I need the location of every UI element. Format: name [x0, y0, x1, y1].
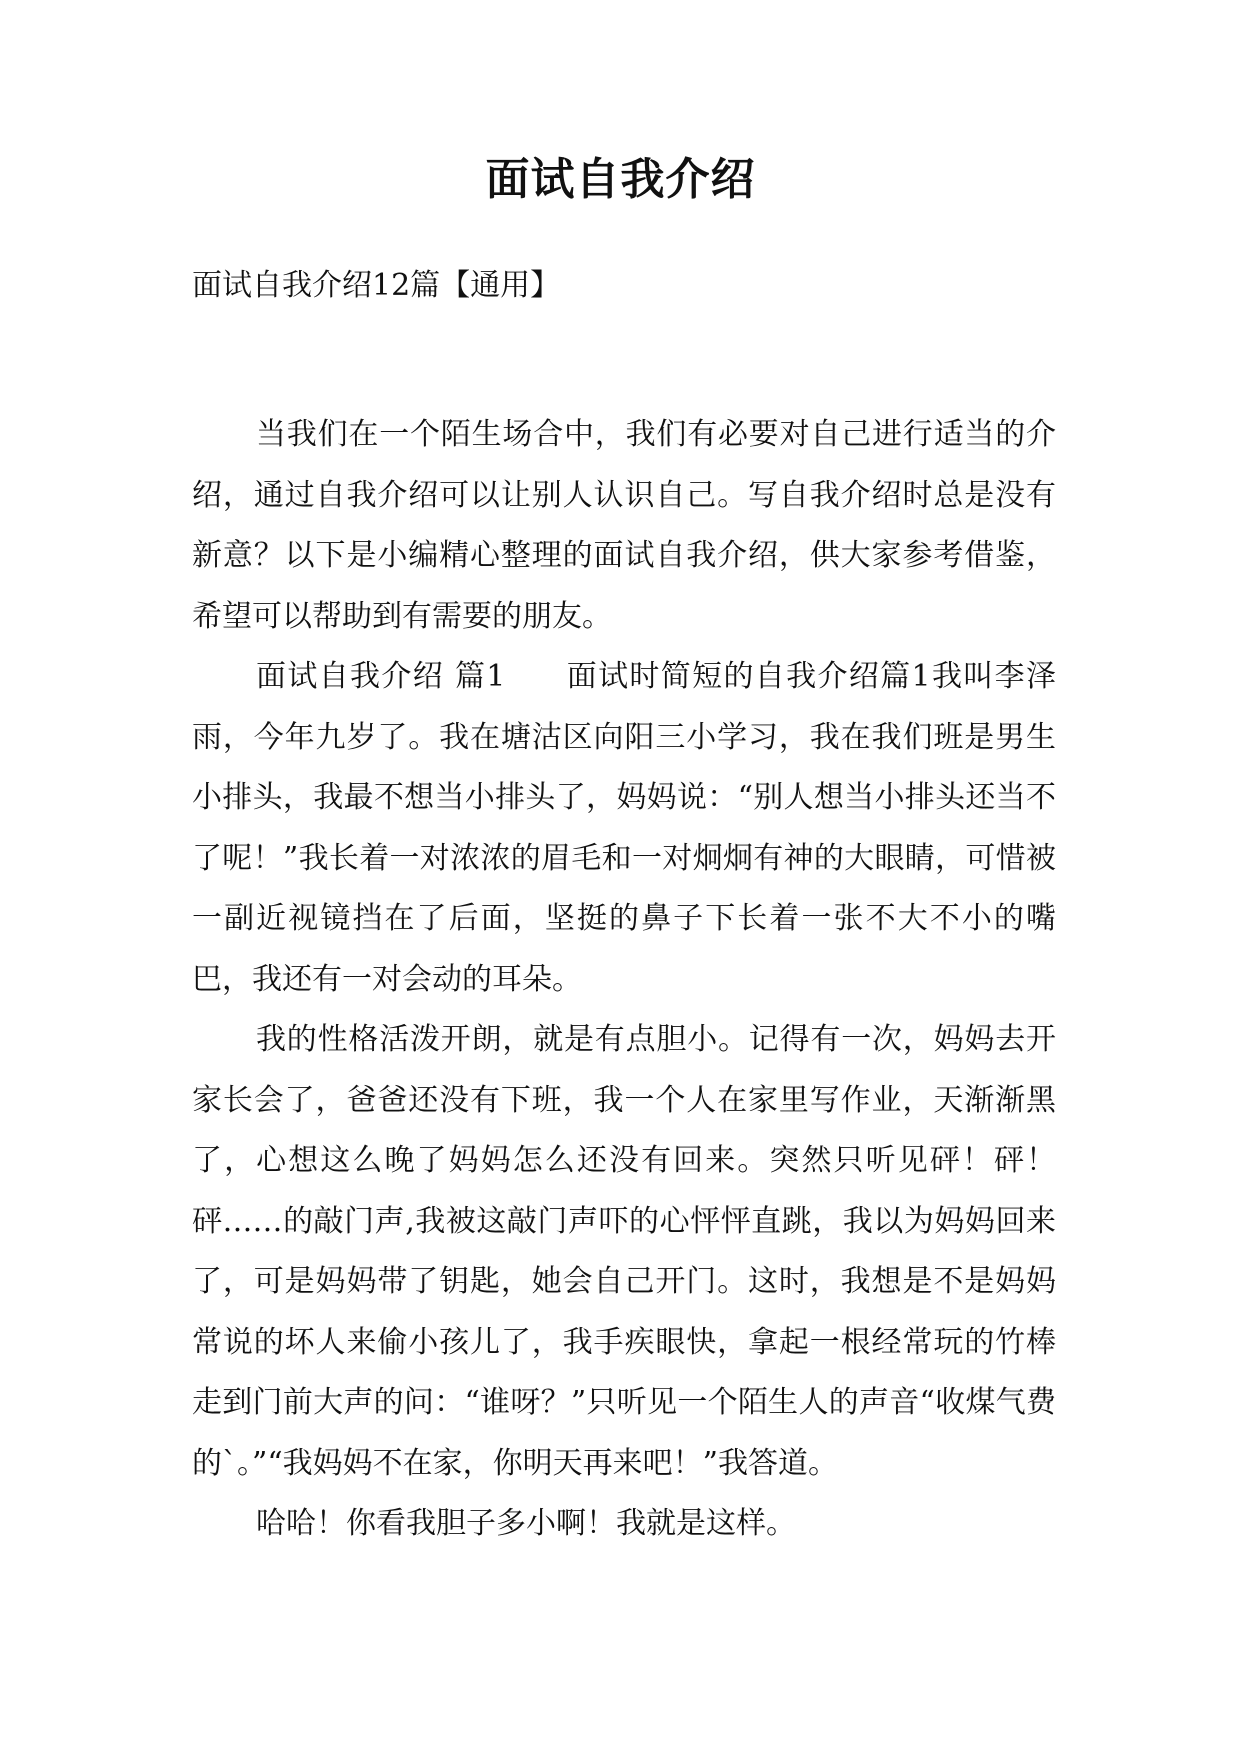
paragraph-text: 哈哈！你看我胆子多小啊！我就是这样。	[256, 1506, 796, 1541]
paragraph-personality	[192, 1010, 1056, 1494]
paragraph-text: 面试时简短的自我介绍篇1我叫李泽雨，今年九岁了。我在塘沽区向阳三小学习，我在我们班是男生小排头，我最不想当小排头了，妈妈说：“别人想当小排头还当不了呢！”我长着一对浓浓的眉毛和一对炯炯有神的大眼睛，可惜被一副近视镜挡在了后面，坚挺的鼻子下长着一张不大不小的嘴巴，我还有一对会动的耳朵。	[192, 659, 1056, 997]
document-body	[192, 405, 1056, 1555]
paragraph-closing	[192, 1494, 1056, 1555]
document-title: 面试自我介绍	[485, 154, 756, 205]
paragraph-text: 我的性格活泼开朗，就是有点胆小。记得有一次，妈妈去开家长会了，爸爸还没有下班，我一个人在家里写作业，天渐渐黑了，心想这么晚了妈妈怎么还没有回来。突然只听见砰！砰！砰……的敲门声,我被这敲门声吓的心怦怦直跳，我以为妈妈回来了，可是妈妈带了钥匙，她会自己开门。这时，我想是不是妈妈常说的坏人来偷小孩儿了，我手疾眼快，拿起一根经常玩的竹棒走到门前大声的问：“谁呀？”只听见一个陌生人的声音“收煤气费的`。”“我妈妈不在家，你明天再来吧！”我答道。	[192, 1022, 1056, 1481]
paragraph-intro	[192, 405, 1056, 647]
paragraph-text: 当我们在一个陌生场合中，我们有必要对自己进行适当的介绍，通过自我介绍可以让别人认识自己。写自我介绍时总是没有新意？以下是小编精心整理的面试自我介绍，供大家参考借鉴，希望可以帮助到有需要的朋友。	[192, 417, 1056, 634]
section-heading: 面试自我介绍 篇1	[256, 659, 506, 694]
paragraph-section-1	[192, 647, 1056, 1010]
document-subtitle: 面试自我介绍12篇【通用】	[192, 268, 561, 303]
